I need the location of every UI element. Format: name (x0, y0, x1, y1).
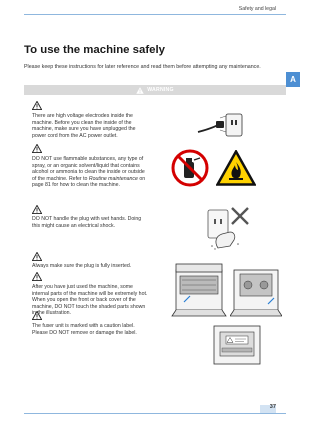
machine-back-open-illustration (230, 260, 282, 318)
unplug-power-cord-illustration (196, 110, 246, 140)
warning-paragraph: DO NOT handle the plug with wet hands. Doing this might cause an electrical shock. (32, 216, 142, 229)
fuser-caution-label-illustration (210, 322, 264, 368)
no-spray-icon (170, 148, 210, 188)
reference-prefix: Refer to (68, 175, 89, 182)
chapter-tab-letter: A (290, 75, 296, 84)
warning-triangle-icon (32, 205, 42, 214)
warning-paragraph: Always make sure the plug is fully inserted. (32, 263, 132, 269)
page-title: To use the machine safely (24, 44, 165, 56)
machine-front-open-illustration (170, 260, 228, 318)
warning-paragraph: There are high voltage electrodes inside the machine. Before you clean the inside of the machine, make sure you have unplugged the power cord from the AC power outlet. (32, 113, 136, 139)
page-number: 37 (269, 404, 276, 410)
warning-triangle-icon (32, 101, 42, 110)
warning-triangle-icon (32, 272, 42, 281)
warning-paragraph (32, 156, 150, 189)
reference-link[interactable]: Routine maintenance (88, 175, 138, 182)
warning-label: WARNING (147, 87, 174, 93)
footer-rule (24, 413, 286, 414)
warning-text: DO NOT use flammable substances, any type of spray, or an organic solvent/liquid that contains alcohol or ammonia to clean the inside or outside of the machine. (32, 156, 145, 182)
warning-triangle-icon (32, 144, 42, 153)
wet-hands-plug-illustration (200, 204, 252, 252)
reference-suffix: on page 81 for how to clean the machine. (32, 175, 146, 189)
warning-bar (24, 85, 286, 95)
warning-paragraph: After you have just used the machine, some internal parts of the machine will be extremely hot. When you open the front or back cover of the machine, DO NOT touch the shaded parts shown in the illustration. (32, 284, 148, 317)
intro-text: Please keep these instructions for later reference and read them before attempting any maintenance. (24, 64, 261, 70)
running-header: Safety and legal (238, 6, 276, 12)
flammable-warning-icon (216, 150, 256, 186)
header-rule (24, 14, 286, 15)
warning-triangle-icon (32, 252, 42, 261)
chapter-tab (286, 72, 300, 87)
warning-triangle-icon (32, 311, 42, 320)
warning-triangle-icon (136, 87, 144, 94)
warning-paragraph: The fuser unit is marked with a caution label. Please DO NOT remove or damage the label. (32, 323, 137, 336)
